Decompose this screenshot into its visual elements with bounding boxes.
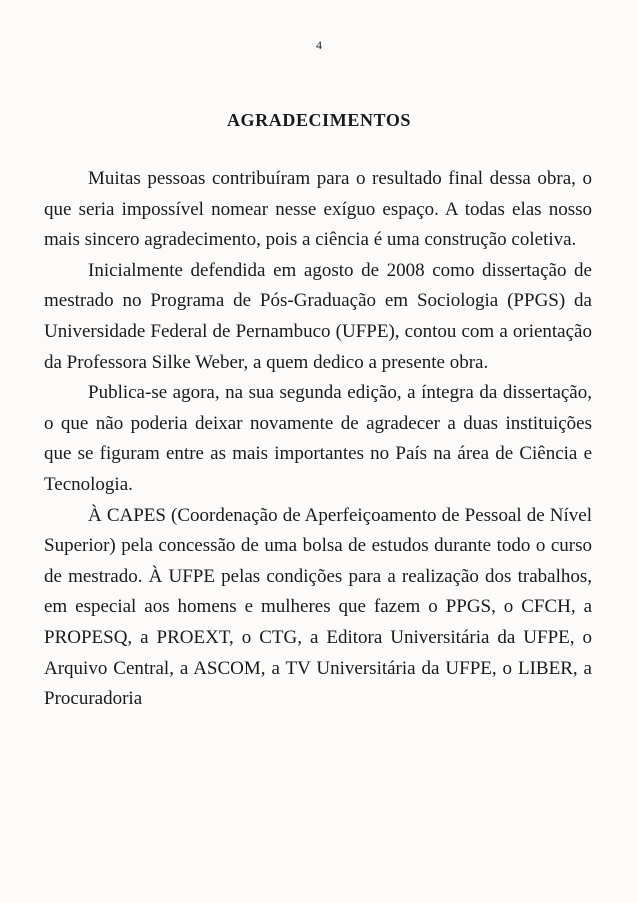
paragraph-4: À CAPES (Coordenação de Aperfeiçoamento de Pessoal de Nível Superior) pela concessão de uma bolsa de estudos durante todo o curso de mestrado. À UFPE pelas condições para a realização dos trabalhos, em especial aos homens e mulheres que fazem o PPGS, o CFCH, a PROPESQ, a PROEXT, o CTG, a Editora Universitária da UFPE, o Arquivo Central, a ASCOM, a TV Universitária da UFPE, o LIBER, a Procuradoria [44,504,592,710]
page-title: AGRADECIMENTOS [226,110,412,130]
page-number: 4 [316,38,322,52]
paragraph-2: Inicialmente defendida em agosto de 2008 como dissertação de mestrado no Programa de Pós-Graduação em Sociologia (PPGS) da Universidade Federal de Pernambuco (UFPE), contou com a orientação da Professora Silke Weber, a quem dedico a presente obra. [44,259,592,373]
body-text [44,164,592,715]
paragraph-1: Muitas pessoas contribuíram para o resultado final dessa obra, o que seria impossível nomear nesse exíguo espaço. A todas elas nosso mais sincero agradecimento, pois a ciência é uma construção coletiva. [44,168,592,251]
paragraph-3: Publica-se agora, na sua segunda edição, a íntegra da dissertação, o que não poderia deixar novamente de agradecer a duas instituições que se figuram entre as mais importantes no País na área de Ciência e Tecnologia. [44,382,592,495]
